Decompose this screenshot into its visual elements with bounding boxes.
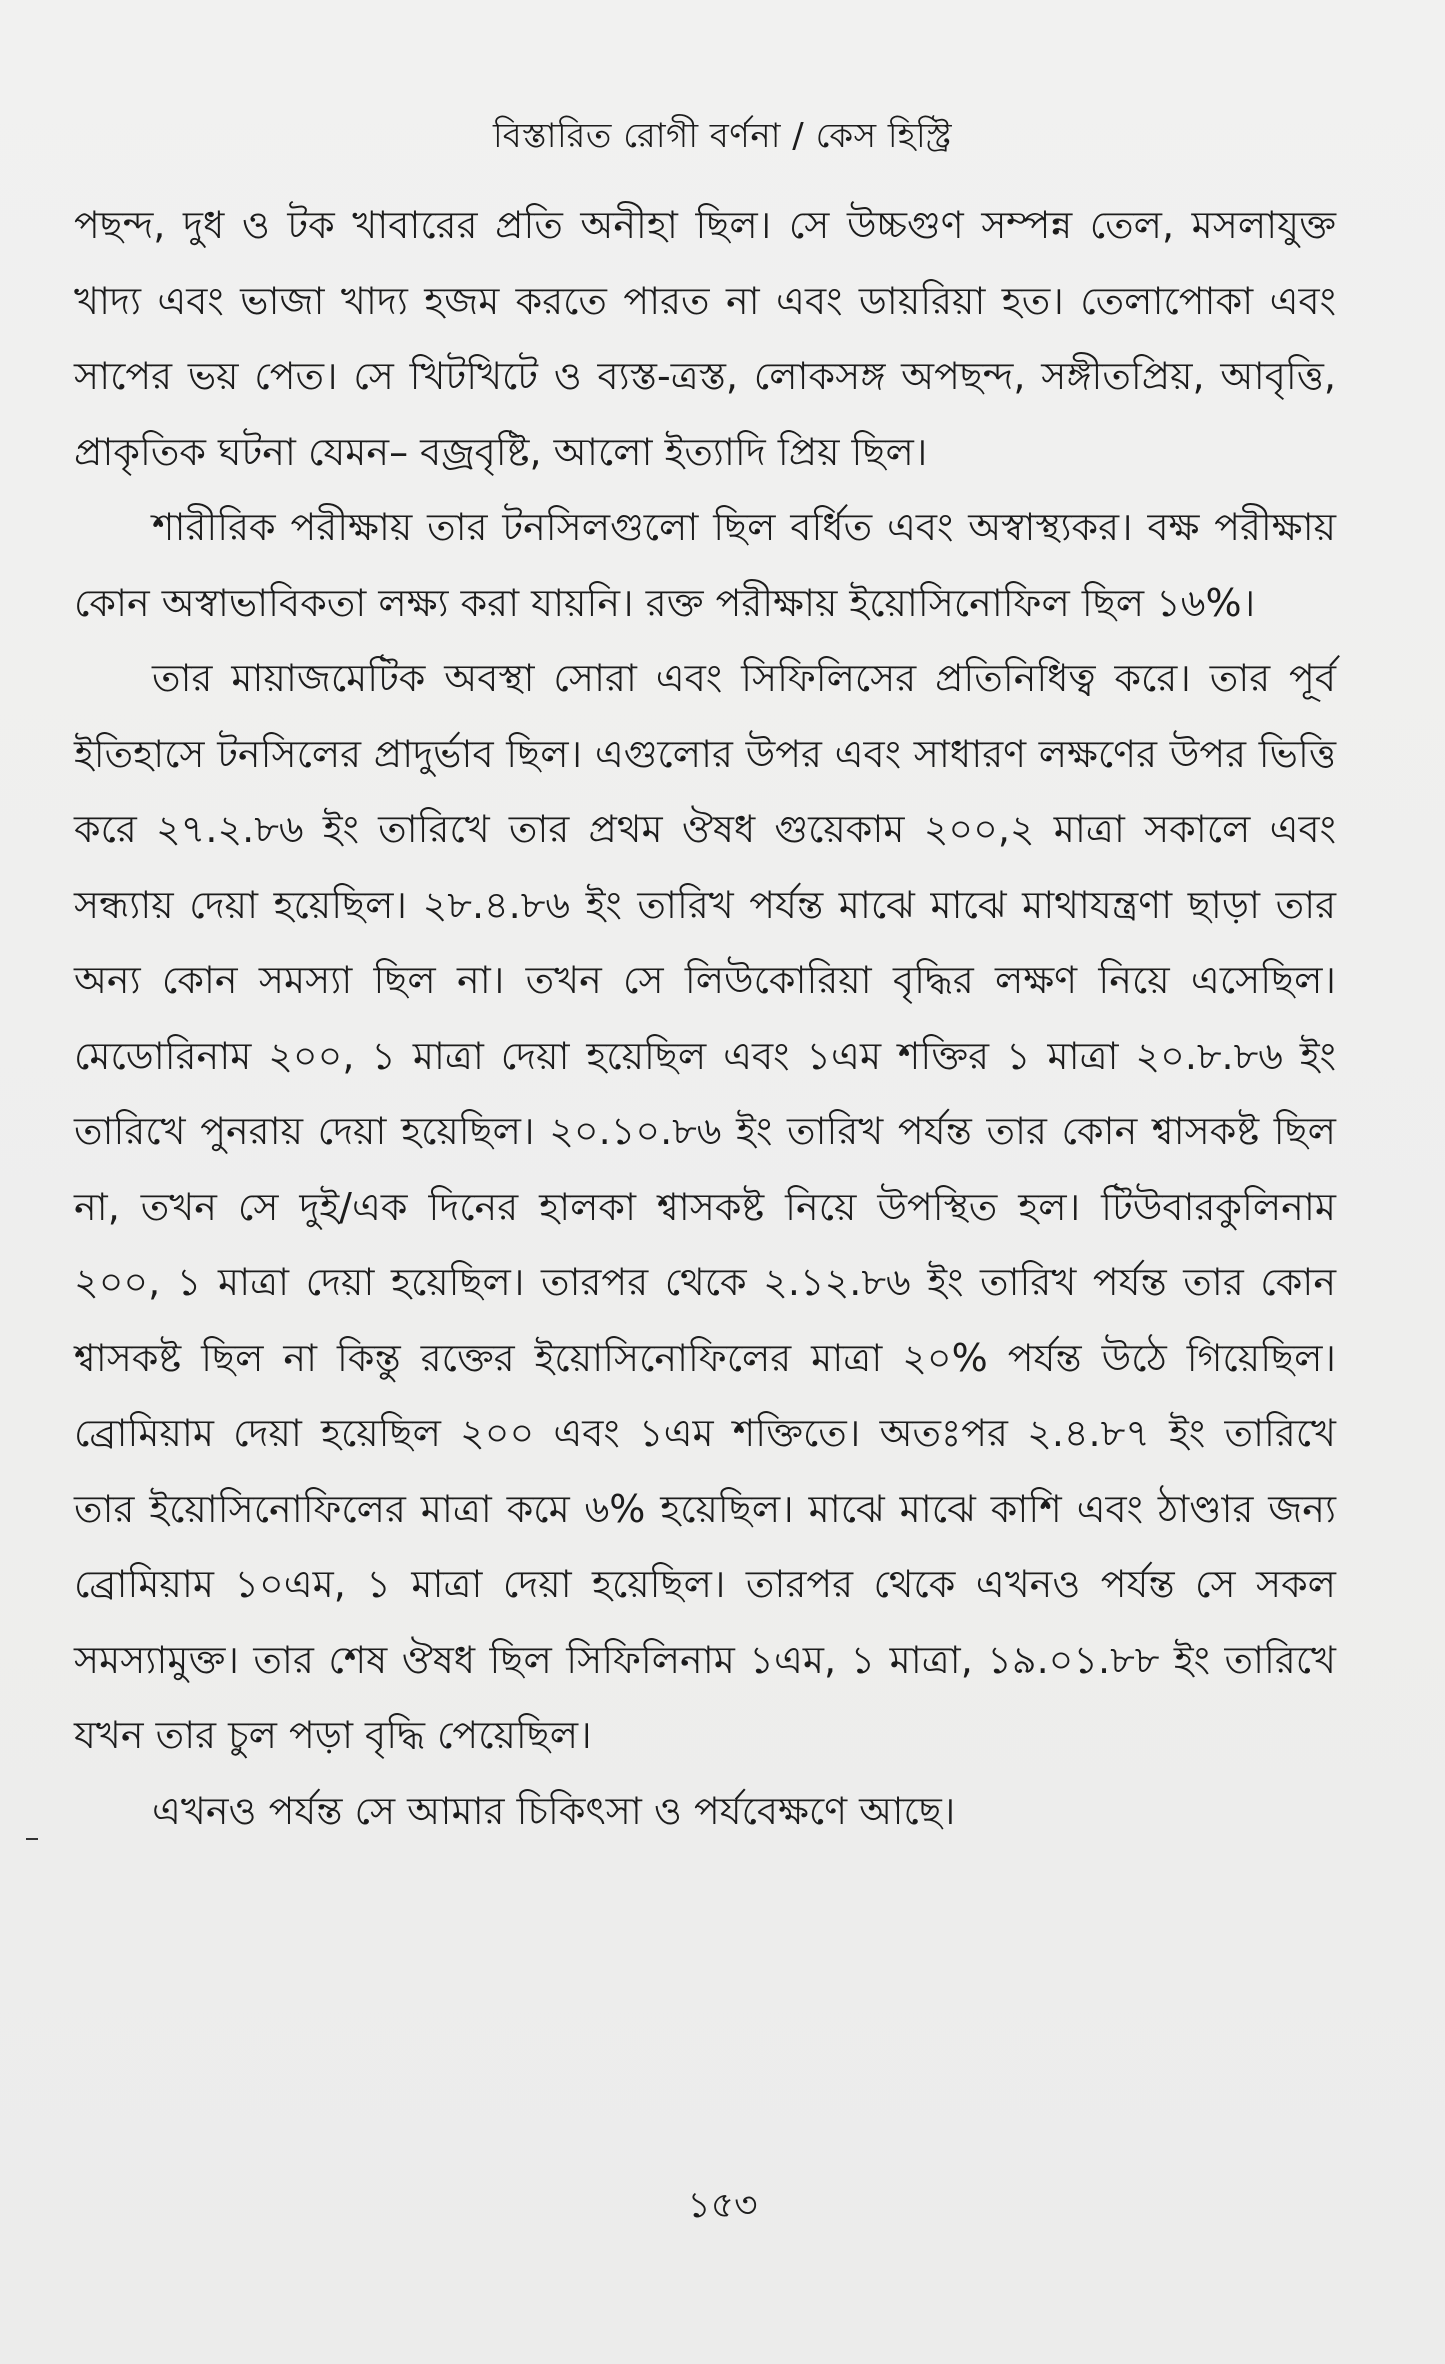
paragraph-4: এখনও পর্যন্ত সে আমার চিকিৎসা ও পর্যবেক্ষণে আছে। xyxy=(152,1788,956,1833)
paragraph-3: তার মায়াজমেটিক অবস্থা সোরা এবং সিফিলিসের প্রতিনিধিত্ব করে। তার পূর্ব ইতিহাসে টনসিলের প্রাদুর্ভাব ছিল। এগুলোর উপর এবং সাধারণ লক্ষণের উপর ভিত্তি করে ২৭.২.৮৬ ইং তারিখে তার প্রথম ঔষধ গুয়েকাম ২০০,২ মাত্রা সকালে এবং সন্ধ্যায় দেয়া হয়েছিল। ২৮.৪.৮৬ ইং তারিখ পর্যন্ত মাঝে মাঝে মাথাযন্ত্রণা ছাড়া তার অন্য কোন সমস্যা ছিল না। তখন সে লিউকোরিয়া বৃদ্ধির লক্ষণ নিয়ে এসেছিল। মেডোরিনাম ২০০, ১ মাত্রা দেয়া হয়েছিল এবং ১এম শক্তির ১ মাত্রা ২০.৮.৮৬ ইং তারিখে পুনরায় দেয়া হয়েছিল। ২০.১০.৮৬ ইং তারিখ পর্যন্ত তার কোন শ্বাসকষ্ট ছিল না, তখন সে দুই/এক দিনের হালকা শ্বাসকষ্ট নিয়ে উপস্থিত হল। টিউবারকুলিনাম ২০০, ১ মাত্রা দেয়া হয়েছিল। তারপর থেকে ২.১২.৮৬ ইং তারিখ পর্যন্ত তার কোন শ্বাসকষ্ট ছিল না কিন্তু রক্তের ইয়োসিনোফিলের মাত্রা ২০% পর্যন্ত উঠে গিয়েছিল। ব্রোমিয়াম দেয়া হয়েছিল ২০০ এবং ১এম শক্তিতে। অতঃপর ২.৪.৮৭ ইং তারিখে তার ইয়োসিনোফিলের মাত্রা কমে ৬% হয়েছিল। মাঝে মাঝে কাশি এবং ঠাণ্ডার জন্য ব্রোমিয়াম ১০এম, ১ মাত্রা দেয়া হয়েছিল। তারপর থেকে এখনও পর্যন্ত সে সকল সমস্যামুক্ত। তার শেষ ঔষধ ছিল সিফিলিনাম ১এম, ১ মাত্রা, ১৯.০১.৮৮ ইং তারিখে যখন তার চুল পড়া বৃদ্ধি পেয়েছিল। xyxy=(74,656,1336,1757)
running-header: বিস্তারিত রোগী বর্ণনা / কেস হিস্ট্রি xyxy=(492,116,953,156)
page-number: ১৫৩ xyxy=(687,2185,758,2226)
page-body xyxy=(74,188,1336,1849)
paragraph-1: পছন্দ, দুধ ও টক খাবারের প্রতি অনীহা ছিল। সে উচ্চগুণ সম্পন্ন তেল, মসলাযুক্ত খাদ্য এবং ভাজা খাদ্য হজম করতে পারত না এবং ডায়রিয়া হত। তেলাপোকা এবং সাপের ভয় পেত। সে খিটখিটে ও ব্যস্ত-ত্রস্ত, লোকসঙ্গ অপছন্দ, সঙ্গীতপ্রিয়, আবৃত্তি, প্রাকৃতিক ঘটনা যেমন– বজ্রবৃষ্টি, আলো ইত্যাদি প্রিয় ছিল। xyxy=(74,203,1336,474)
margin-mark xyxy=(26,1838,38,1840)
paragraph-2: শারীরিক পরীক্ষায় তার টনসিলগুলো ছিল বর্ধিত এবং অস্বাস্থ্যকর। বক্ষ পরীক্ষায় কোন অস্বাভাবিকতা লক্ষ্য করা যায়নি। রক্ত পরীক্ষায় ইয়োসিনোফিল ছিল ১৬%। xyxy=(74,505,1336,625)
